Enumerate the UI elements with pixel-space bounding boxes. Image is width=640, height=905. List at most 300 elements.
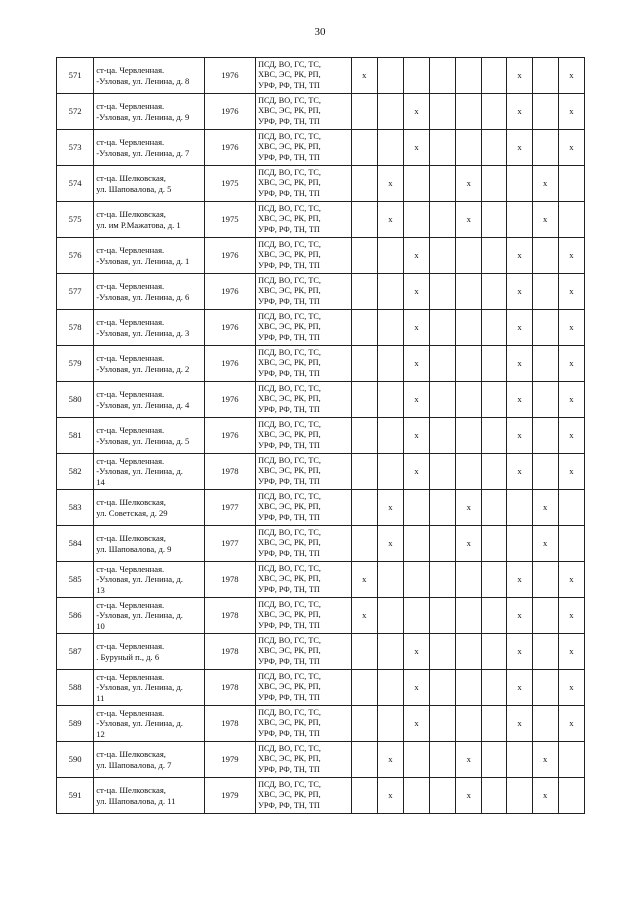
mark-cell xyxy=(430,634,456,670)
works-line: УРФ, РФ, ТН, ТП xyxy=(258,440,320,450)
mark-cell xyxy=(482,166,507,202)
address-line: -Узловая, ул. Ленина, д. xyxy=(96,610,183,621)
mark-cell xyxy=(482,562,507,598)
works-line: ХВС, ЭС, РК, РП, xyxy=(258,718,321,728)
mark-cell xyxy=(482,274,507,310)
page-number: 30 xyxy=(314,26,326,38)
mark-cell xyxy=(351,346,377,382)
mark-cell xyxy=(558,778,584,814)
mark-cell: x xyxy=(532,778,558,814)
address-line: ул. Шаповалова, д. 11 xyxy=(96,795,176,806)
mark-cell xyxy=(507,202,532,238)
mark-cell xyxy=(377,382,403,418)
mark-cell xyxy=(377,58,403,94)
mark-cell xyxy=(377,562,403,598)
mark-cell xyxy=(482,346,507,382)
row-number: 591 xyxy=(57,778,94,814)
address-cell xyxy=(94,454,205,490)
year-cell: 1976 xyxy=(204,58,255,94)
table-row xyxy=(57,346,585,382)
mark-cell xyxy=(456,562,482,598)
works-line: ПСД, ВО, ГС, ТС, xyxy=(258,239,321,249)
table-row xyxy=(57,670,585,706)
mark-cell xyxy=(456,382,482,418)
works-line: ПСД, ВО, ГС, ТС, xyxy=(258,59,321,69)
mark-cell xyxy=(482,310,507,346)
mark-cell xyxy=(507,526,532,562)
mark-cell: x xyxy=(558,634,584,670)
mark-cell: x xyxy=(532,490,558,526)
mark-cell xyxy=(482,598,507,634)
mark-cell xyxy=(456,238,482,274)
works-line: УРФ, РФ, ТН, ТП xyxy=(258,404,320,414)
mark-cell xyxy=(532,346,558,382)
works-line: ХВС, ЭС, РК, РП, xyxy=(258,430,321,440)
works-cell xyxy=(256,706,352,742)
address-line: ст-ца. Червленная. xyxy=(96,707,165,718)
mark-cell: x xyxy=(403,454,429,490)
address-line: . Буруный п., д. 6 xyxy=(96,651,160,662)
mark-cell xyxy=(558,166,584,202)
mark-cell xyxy=(482,670,507,706)
year-cell: 1979 xyxy=(204,778,255,814)
works-line: УРФ, РФ, ТН, ТП xyxy=(258,80,320,90)
mark-cell: x xyxy=(507,238,532,274)
mark-cell: x xyxy=(532,526,558,562)
mark-cell xyxy=(482,130,507,166)
mark-cell: x xyxy=(507,418,532,454)
mark-cell xyxy=(482,706,507,742)
works-line: ПСД, ВО, ГС, ТС, xyxy=(258,95,321,105)
mark-cell xyxy=(532,238,558,274)
row-number: 588 xyxy=(57,670,94,706)
mark-cell xyxy=(351,418,377,454)
mark-cell xyxy=(403,526,429,562)
mark-cell xyxy=(377,94,403,130)
address-cell xyxy=(94,742,205,778)
mark-cell xyxy=(456,310,482,346)
address-line: ст-ца. Червленная. xyxy=(96,599,165,610)
address-cell xyxy=(94,418,205,454)
mark-cell xyxy=(532,418,558,454)
mark-cell xyxy=(456,94,482,130)
works-cell xyxy=(256,562,352,598)
address-cell xyxy=(94,382,205,418)
address-line: ул. Шаповалова, д. 5 xyxy=(96,183,172,194)
address-line: -Узловая, ул. Ленина, д. xyxy=(96,466,183,477)
works-line: ПСД, ВО, ГС, ТС, xyxy=(258,599,321,609)
mark-cell xyxy=(403,58,429,94)
mark-cell xyxy=(507,742,532,778)
mark-cell xyxy=(558,526,584,562)
mark-cell xyxy=(403,598,429,634)
mark-cell xyxy=(430,418,456,454)
address-line: ст-ца. Червленная. xyxy=(96,425,165,435)
address-line: ст-ца. Червленная. xyxy=(96,317,165,327)
row-number: 584 xyxy=(57,526,94,562)
mark-cell: x xyxy=(377,742,403,778)
address-cell xyxy=(94,94,205,130)
mark-cell xyxy=(532,562,558,598)
works-cell xyxy=(256,346,352,382)
row-number: 571 xyxy=(57,58,94,94)
mark-cell xyxy=(532,382,558,418)
mark-cell: x xyxy=(532,166,558,202)
address-line: -Узловая, ул. Ленина, д. xyxy=(96,718,183,729)
mark-cell xyxy=(482,742,507,778)
works-line: УРФ, РФ, ТН, ТП xyxy=(258,656,320,666)
year-cell: 1978 xyxy=(204,634,255,670)
mark-cell xyxy=(351,742,377,778)
mark-cell xyxy=(351,130,377,166)
mark-cell xyxy=(482,382,507,418)
works-line: ПСД, ВО, ГС, ТС, xyxy=(258,563,321,573)
mark-cell: x xyxy=(403,634,429,670)
mark-cell xyxy=(351,454,377,490)
address-line: ст-ца. Шелковская, xyxy=(96,749,166,759)
works-line: УРФ, РФ, ТН, ТП xyxy=(258,368,320,378)
mark-cell xyxy=(532,94,558,130)
address-cell xyxy=(94,166,205,202)
row-number: 574 xyxy=(57,166,94,202)
mark-cell xyxy=(482,202,507,238)
mark-cell: x xyxy=(558,346,584,382)
works-line: УРФ, РФ, ТН, ТП xyxy=(258,620,320,630)
year-cell: 1978 xyxy=(204,454,255,490)
row-number: 589 xyxy=(57,706,94,742)
address-cell xyxy=(94,490,205,526)
row-number: 579 xyxy=(57,346,94,382)
works-line: УРФ, РФ, ТН, ТП xyxy=(258,116,320,126)
row-number: 590 xyxy=(57,742,94,778)
mark-cell: x xyxy=(558,94,584,130)
mark-cell: x xyxy=(558,670,584,706)
table-row xyxy=(57,238,585,274)
mark-cell: x xyxy=(558,562,584,598)
address-cell xyxy=(94,778,205,814)
works-line: ХВС, ЭС, РК, РП, xyxy=(258,358,321,368)
mark-cell xyxy=(456,58,482,94)
mark-cell xyxy=(482,634,507,670)
address-line: ул. Шаповалова, д. 9 xyxy=(96,543,172,554)
works-line: УРФ, РФ, ТН, ТП xyxy=(258,332,320,342)
address-cell xyxy=(94,346,205,382)
works-line: ХВС, ЭС, РК, РП, xyxy=(258,214,321,224)
mark-cell xyxy=(558,742,584,778)
address-line: -Узловая, ул. Ленина, д. 4 xyxy=(96,399,190,410)
mark-cell: x xyxy=(403,94,429,130)
address-line: ул. Советская, д. 29 xyxy=(96,507,168,518)
address-line: ст-ца. Червленная. xyxy=(96,245,165,255)
works-cell xyxy=(256,310,352,346)
registry-table xyxy=(56,57,585,814)
works-line: ХВС, ЭС, РК, РП, xyxy=(258,142,321,152)
mark-cell: x xyxy=(456,526,482,562)
address-line: ст-ца. Червленная. xyxy=(96,563,165,574)
works-line: ПСД, ВО, ГС, ТС, xyxy=(258,347,321,357)
mark-cell xyxy=(430,238,456,274)
row-number: 580 xyxy=(57,382,94,418)
works-line: УРФ, РФ, ТН, ТП xyxy=(258,764,320,774)
mark-cell: x xyxy=(351,562,377,598)
address-line: -Узловая, ул. Ленина, д. 8 xyxy=(96,75,190,86)
mark-cell xyxy=(430,706,456,742)
mark-cell xyxy=(430,310,456,346)
address-cell xyxy=(94,238,205,274)
works-cell xyxy=(256,238,352,274)
mark-cell xyxy=(430,490,456,526)
mark-cell xyxy=(532,310,558,346)
mark-cell xyxy=(351,382,377,418)
row-number: 572 xyxy=(57,94,94,130)
works-line: УРФ, РФ, ТН, ТП xyxy=(258,224,320,234)
works-line: ХВС, ЭС, РК, РП, xyxy=(258,178,321,188)
table-row xyxy=(57,454,585,490)
works-cell xyxy=(256,526,352,562)
address-cell xyxy=(94,598,205,634)
mark-cell xyxy=(430,166,456,202)
table-row xyxy=(57,526,585,562)
mark-cell xyxy=(532,634,558,670)
address-line: ст-ца. Червленная. xyxy=(96,353,165,363)
mark-cell: x xyxy=(351,598,377,634)
mark-cell xyxy=(351,202,377,238)
works-line: ПСД, ВО, ГС, ТС, xyxy=(258,671,321,681)
works-line: ПСД, ВО, ГС, ТС, xyxy=(258,275,321,285)
mark-cell: x xyxy=(456,202,482,238)
works-line: ХВС, ЭС, РК, РП, xyxy=(258,250,321,260)
address-line: -Узловая, ул. Ленина, д. xyxy=(96,574,183,585)
mark-cell: x xyxy=(507,634,532,670)
mark-cell: x xyxy=(456,778,482,814)
works-line: ХВС, ЭС, РК, РП, xyxy=(258,538,321,548)
address-cell xyxy=(94,310,205,346)
mark-cell xyxy=(532,454,558,490)
address-line: -Узловая, ул. Ленина, д. 3 xyxy=(96,327,190,338)
mark-cell: x xyxy=(507,598,532,634)
works-line: ПСД, ВО, ГС, ТС, xyxy=(258,707,321,717)
works-line: ПСД, ВО, ГС, ТС, xyxy=(258,203,321,213)
mark-cell xyxy=(351,706,377,742)
address-line: -Узловая, ул. Ленина, д. 6 xyxy=(96,291,190,302)
mark-cell xyxy=(430,742,456,778)
year-cell: 1975 xyxy=(204,202,255,238)
mark-cell xyxy=(430,778,456,814)
address-line: 14 xyxy=(96,476,105,487)
works-line: ХВС, ЭС, РК, РП, xyxy=(258,502,321,512)
mark-cell: x xyxy=(403,274,429,310)
address-line: 10 xyxy=(96,620,105,631)
table-row xyxy=(57,382,585,418)
mark-cell xyxy=(430,346,456,382)
works-line: ХВС, ЭС, РК, РП, xyxy=(258,394,321,404)
works-line: УРФ, РФ, ТН, ТП xyxy=(258,800,320,810)
mark-cell xyxy=(403,202,429,238)
mark-cell: x xyxy=(507,454,532,490)
mark-cell xyxy=(532,58,558,94)
mark-cell xyxy=(351,166,377,202)
mark-cell xyxy=(377,310,403,346)
table-row xyxy=(57,310,585,346)
works-line: ХВС, ЭС, РК, РП, xyxy=(258,70,321,80)
address-cell xyxy=(94,706,205,742)
table-row xyxy=(57,418,585,454)
mark-cell xyxy=(532,670,558,706)
works-line: УРФ, РФ, ТН, ТП xyxy=(258,728,320,738)
works-line: ПСД, ВО, ГС, ТС, xyxy=(258,779,321,789)
address-line: -Узловая, ул. Ленина, д. 1 xyxy=(96,255,190,266)
year-cell: 1976 xyxy=(204,94,255,130)
mark-cell xyxy=(482,94,507,130)
mark-cell xyxy=(456,274,482,310)
mark-cell: x xyxy=(403,418,429,454)
mark-cell xyxy=(351,670,377,706)
table-row xyxy=(57,634,585,670)
table-row xyxy=(57,742,585,778)
mark-cell xyxy=(532,598,558,634)
table-row xyxy=(57,778,585,814)
row-number: 575 xyxy=(57,202,94,238)
works-line: УРФ, РФ, ТН, ТП xyxy=(258,548,320,558)
works-line: ПСД, ВО, ГС, ТС, xyxy=(258,419,321,429)
mark-cell xyxy=(430,562,456,598)
mark-cell: x xyxy=(558,274,584,310)
works-line: ПСД, ВО, ГС, ТС, xyxy=(258,635,321,645)
address-cell xyxy=(94,526,205,562)
year-cell: 1976 xyxy=(204,382,255,418)
mark-cell xyxy=(377,346,403,382)
mark-cell xyxy=(532,130,558,166)
works-line: ПСД, ВО, ГС, ТС, xyxy=(258,167,321,177)
year-cell: 1976 xyxy=(204,418,255,454)
mark-cell xyxy=(456,634,482,670)
works-cell xyxy=(256,58,352,94)
works-cell xyxy=(256,634,352,670)
address-line: ст-ца. Червленная. xyxy=(96,137,165,147)
address-cell xyxy=(94,634,205,670)
year-cell: 1977 xyxy=(204,490,255,526)
works-line: ХВС, ЭС, РК, РП, xyxy=(258,754,321,764)
mark-cell xyxy=(482,238,507,274)
mark-cell xyxy=(351,778,377,814)
address-cell xyxy=(94,58,205,94)
works-line: ХВС, ЭС, РК, РП, xyxy=(258,106,321,116)
mark-cell: x xyxy=(403,238,429,274)
table-row xyxy=(57,202,585,238)
works-line: ПСД, ВО, ГС, ТС, xyxy=(258,743,321,753)
row-number: 581 xyxy=(57,418,94,454)
row-number: 582 xyxy=(57,454,94,490)
row-number: 573 xyxy=(57,130,94,166)
table-row xyxy=(57,490,585,526)
mark-cell: x xyxy=(403,706,429,742)
mark-cell xyxy=(351,310,377,346)
works-line: УРФ, РФ, ТН, ТП xyxy=(258,512,320,522)
year-cell: 1977 xyxy=(204,526,255,562)
address-line: -Узловая, ул. Ленина, д. 2 xyxy=(96,363,190,374)
works-cell xyxy=(256,382,352,418)
address-line: -Узловая, ул. Ленина, д. 7 xyxy=(96,147,190,158)
works-line: ХВС, ЭС, РК, РП, xyxy=(258,286,321,296)
mark-cell xyxy=(482,490,507,526)
year-cell: 1976 xyxy=(204,238,255,274)
address-line: ст-ца. Червленная. xyxy=(96,101,165,111)
works-line: УРФ, РФ, ТН, ТП xyxy=(258,296,320,306)
mark-cell xyxy=(456,706,482,742)
mark-cell: x xyxy=(507,310,532,346)
row-number: 583 xyxy=(57,490,94,526)
address-line: ст-ца. Червленная. xyxy=(96,641,165,651)
address-line: ст-ца. Червленная. xyxy=(96,65,165,75)
mark-cell xyxy=(532,706,558,742)
works-line: УРФ, РФ, ТН, ТП xyxy=(258,692,320,702)
row-number: 577 xyxy=(57,274,94,310)
works-line: ХВС, ЭС, РК, РП, xyxy=(258,574,321,584)
mark-cell xyxy=(377,274,403,310)
table-row xyxy=(57,166,585,202)
mark-cell xyxy=(507,778,532,814)
mark-cell xyxy=(377,238,403,274)
address-line: ст-ца. Червленная. xyxy=(96,671,165,682)
mark-cell xyxy=(430,526,456,562)
address-line: 13 xyxy=(96,584,105,595)
year-cell: 1975 xyxy=(204,166,255,202)
address-line: -Узловая, ул. Ленина, д. 9 xyxy=(96,111,190,122)
mark-cell xyxy=(351,238,377,274)
mark-cell xyxy=(507,490,532,526)
mark-cell: x xyxy=(377,778,403,814)
mark-cell xyxy=(351,526,377,562)
mark-cell: x xyxy=(403,670,429,706)
table-row xyxy=(57,562,585,598)
works-line: ПСД, ВО, ГС, ТС, xyxy=(258,311,321,321)
works-cell xyxy=(256,202,352,238)
mark-cell xyxy=(377,634,403,670)
address-cell xyxy=(94,202,205,238)
works-cell xyxy=(256,598,352,634)
works-line: ХВС, ЭС, РК, РП, xyxy=(258,610,321,620)
mark-cell xyxy=(456,598,482,634)
mark-cell: x xyxy=(507,706,532,742)
works-cell xyxy=(256,274,352,310)
works-line: ХВС, ЭС, РК, РП, xyxy=(258,682,321,692)
mark-cell xyxy=(430,94,456,130)
mark-cell: x xyxy=(351,58,377,94)
mark-cell: x xyxy=(558,58,584,94)
table-row xyxy=(57,274,585,310)
mark-cell: x xyxy=(507,562,532,598)
address-cell xyxy=(94,562,205,598)
table-row xyxy=(57,706,585,742)
mark-cell xyxy=(482,58,507,94)
address-line: ст-ца. Шелковская, xyxy=(96,173,166,183)
mark-cell xyxy=(377,706,403,742)
mark-cell xyxy=(403,562,429,598)
works-cell xyxy=(256,94,352,130)
works-cell xyxy=(256,130,352,166)
works-line: ПСД, ВО, ГС, ТС, xyxy=(258,455,321,465)
mark-cell xyxy=(403,778,429,814)
works-cell xyxy=(256,742,352,778)
mark-cell xyxy=(430,598,456,634)
mark-cell xyxy=(430,274,456,310)
mark-cell: x xyxy=(403,346,429,382)
works-cell xyxy=(256,670,352,706)
mark-cell: x xyxy=(377,166,403,202)
address-line: ст-ца. Червленная. xyxy=(96,389,165,399)
year-cell: 1976 xyxy=(204,130,255,166)
year-cell: 1976 xyxy=(204,310,255,346)
